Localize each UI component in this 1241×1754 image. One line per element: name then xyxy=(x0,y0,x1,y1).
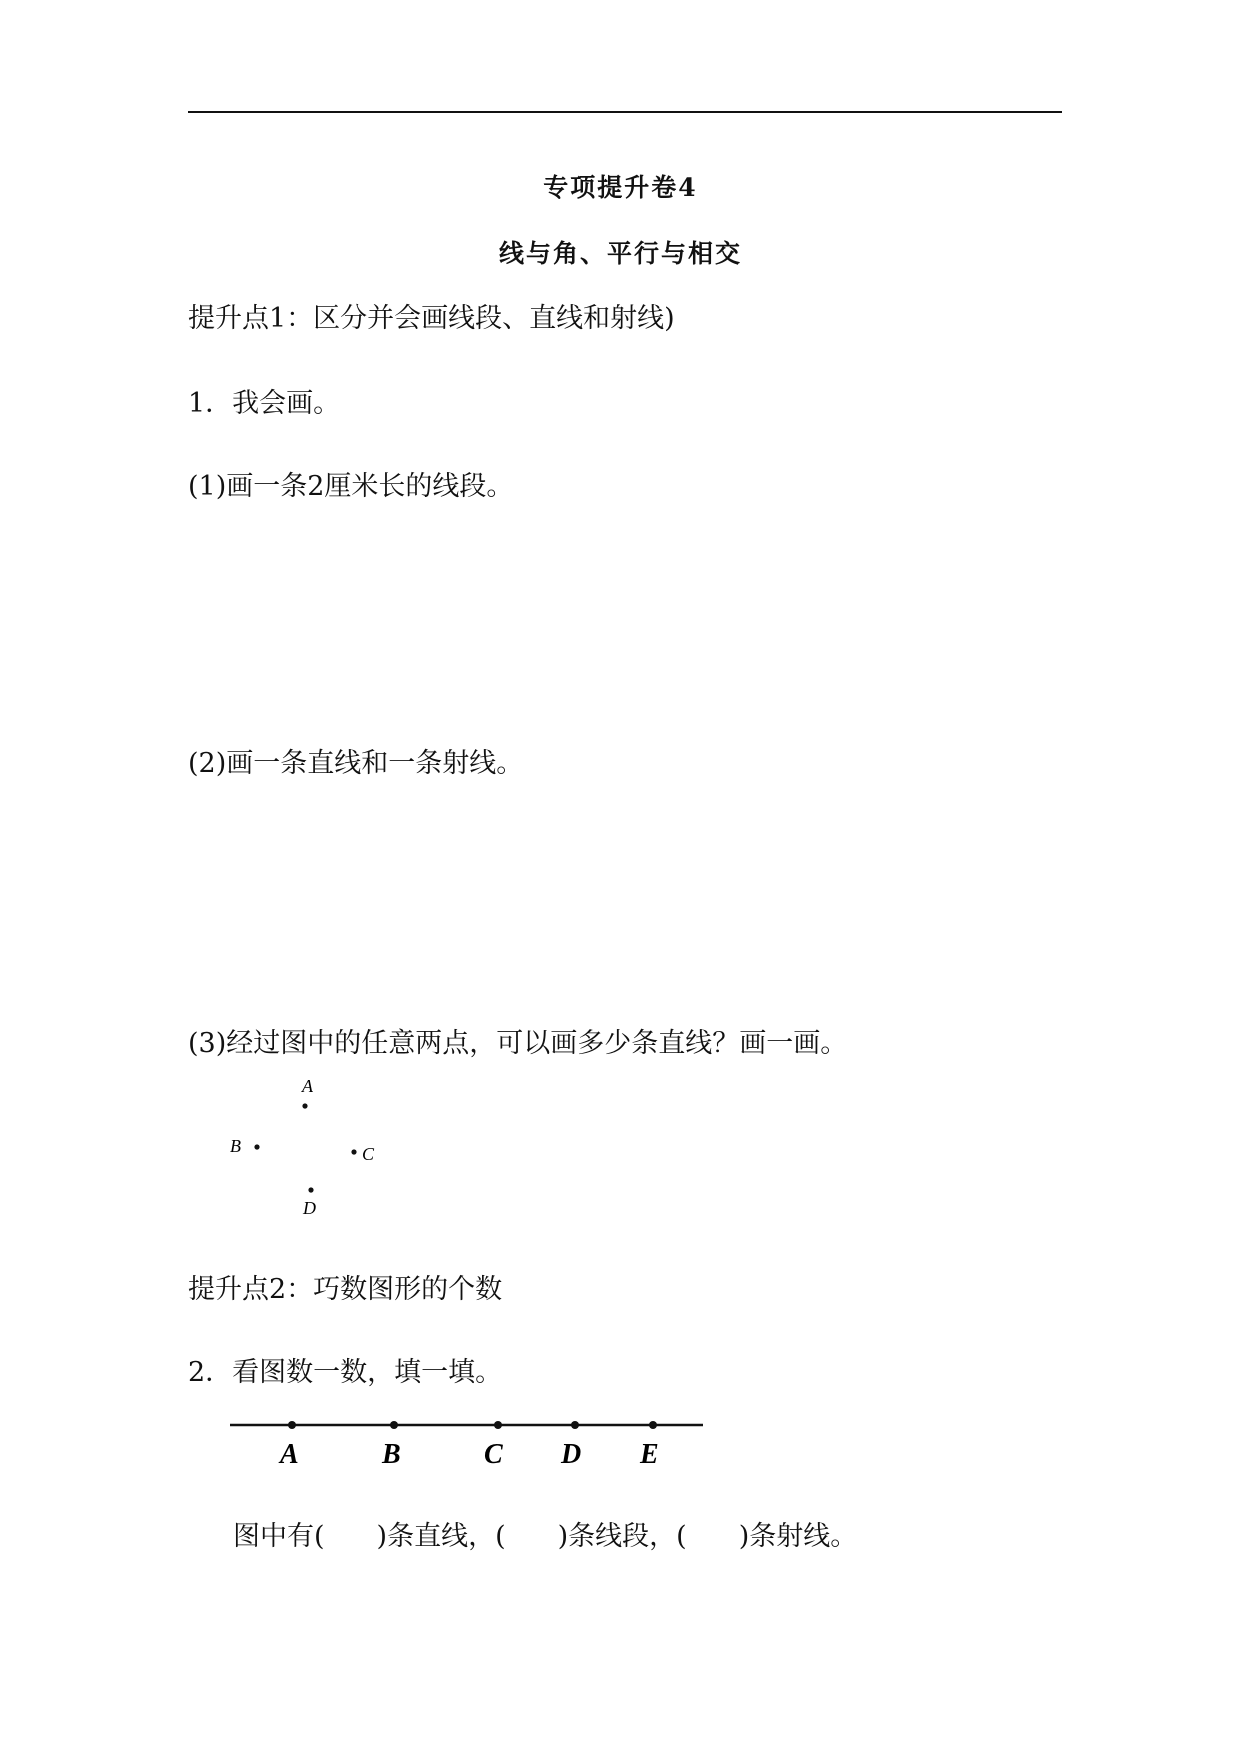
fill-part-3: )条线段，( xyxy=(557,1521,687,1552)
question-1-1: (1)画一条2厘米长的线段。 xyxy=(188,471,514,502)
point-label-b: B xyxy=(230,1136,241,1156)
fill-in-sentence xyxy=(233,1514,857,1553)
point-b xyxy=(254,1144,259,1149)
point-label-a: A xyxy=(302,1076,313,1096)
point-label-d: D xyxy=(561,1439,582,1470)
fill-part-1: 图中有( xyxy=(233,1521,325,1552)
point-label-c: C xyxy=(484,1439,503,1470)
section1-header: 提升点1：区分并会画线段、直线和射线) xyxy=(188,303,675,334)
question-1-3: (3)经过图中的任意两点，可以画多少条直线？画一画。 xyxy=(188,1028,848,1059)
page-title: 专项提升卷4 xyxy=(543,173,698,202)
fill-part-2: )条直线，( xyxy=(376,1521,506,1552)
point-b xyxy=(390,1421,398,1429)
point-a xyxy=(288,1421,296,1429)
point-label-c: C xyxy=(362,1144,375,1164)
fill-part-4: )条射线。 xyxy=(738,1521,858,1552)
question-1: 1．我会画。 xyxy=(188,388,341,419)
four-points-figure xyxy=(210,1070,410,1230)
point-label-e: E xyxy=(640,1439,659,1470)
point-a xyxy=(302,1103,307,1108)
point-label-b: B xyxy=(382,1439,401,1470)
point-label-d: D xyxy=(303,1198,316,1218)
point-c xyxy=(494,1421,502,1429)
line-with-points-figure xyxy=(225,1410,725,1480)
point-d xyxy=(308,1187,313,1192)
page-subtitle: 线与角、平行与相交 xyxy=(498,239,742,268)
question-2: 2．看图数一数，填一填。 xyxy=(188,1357,503,1388)
question-1-2: (2)画一条直线和一条射线。 xyxy=(188,748,524,779)
section2-header: 提升点2：巧数图形的个数 xyxy=(188,1274,503,1305)
point-c xyxy=(351,1149,356,1154)
top-rule xyxy=(188,111,1062,113)
point-d xyxy=(571,1421,579,1429)
point-e xyxy=(649,1421,657,1429)
point-label-a: A xyxy=(280,1439,299,1470)
